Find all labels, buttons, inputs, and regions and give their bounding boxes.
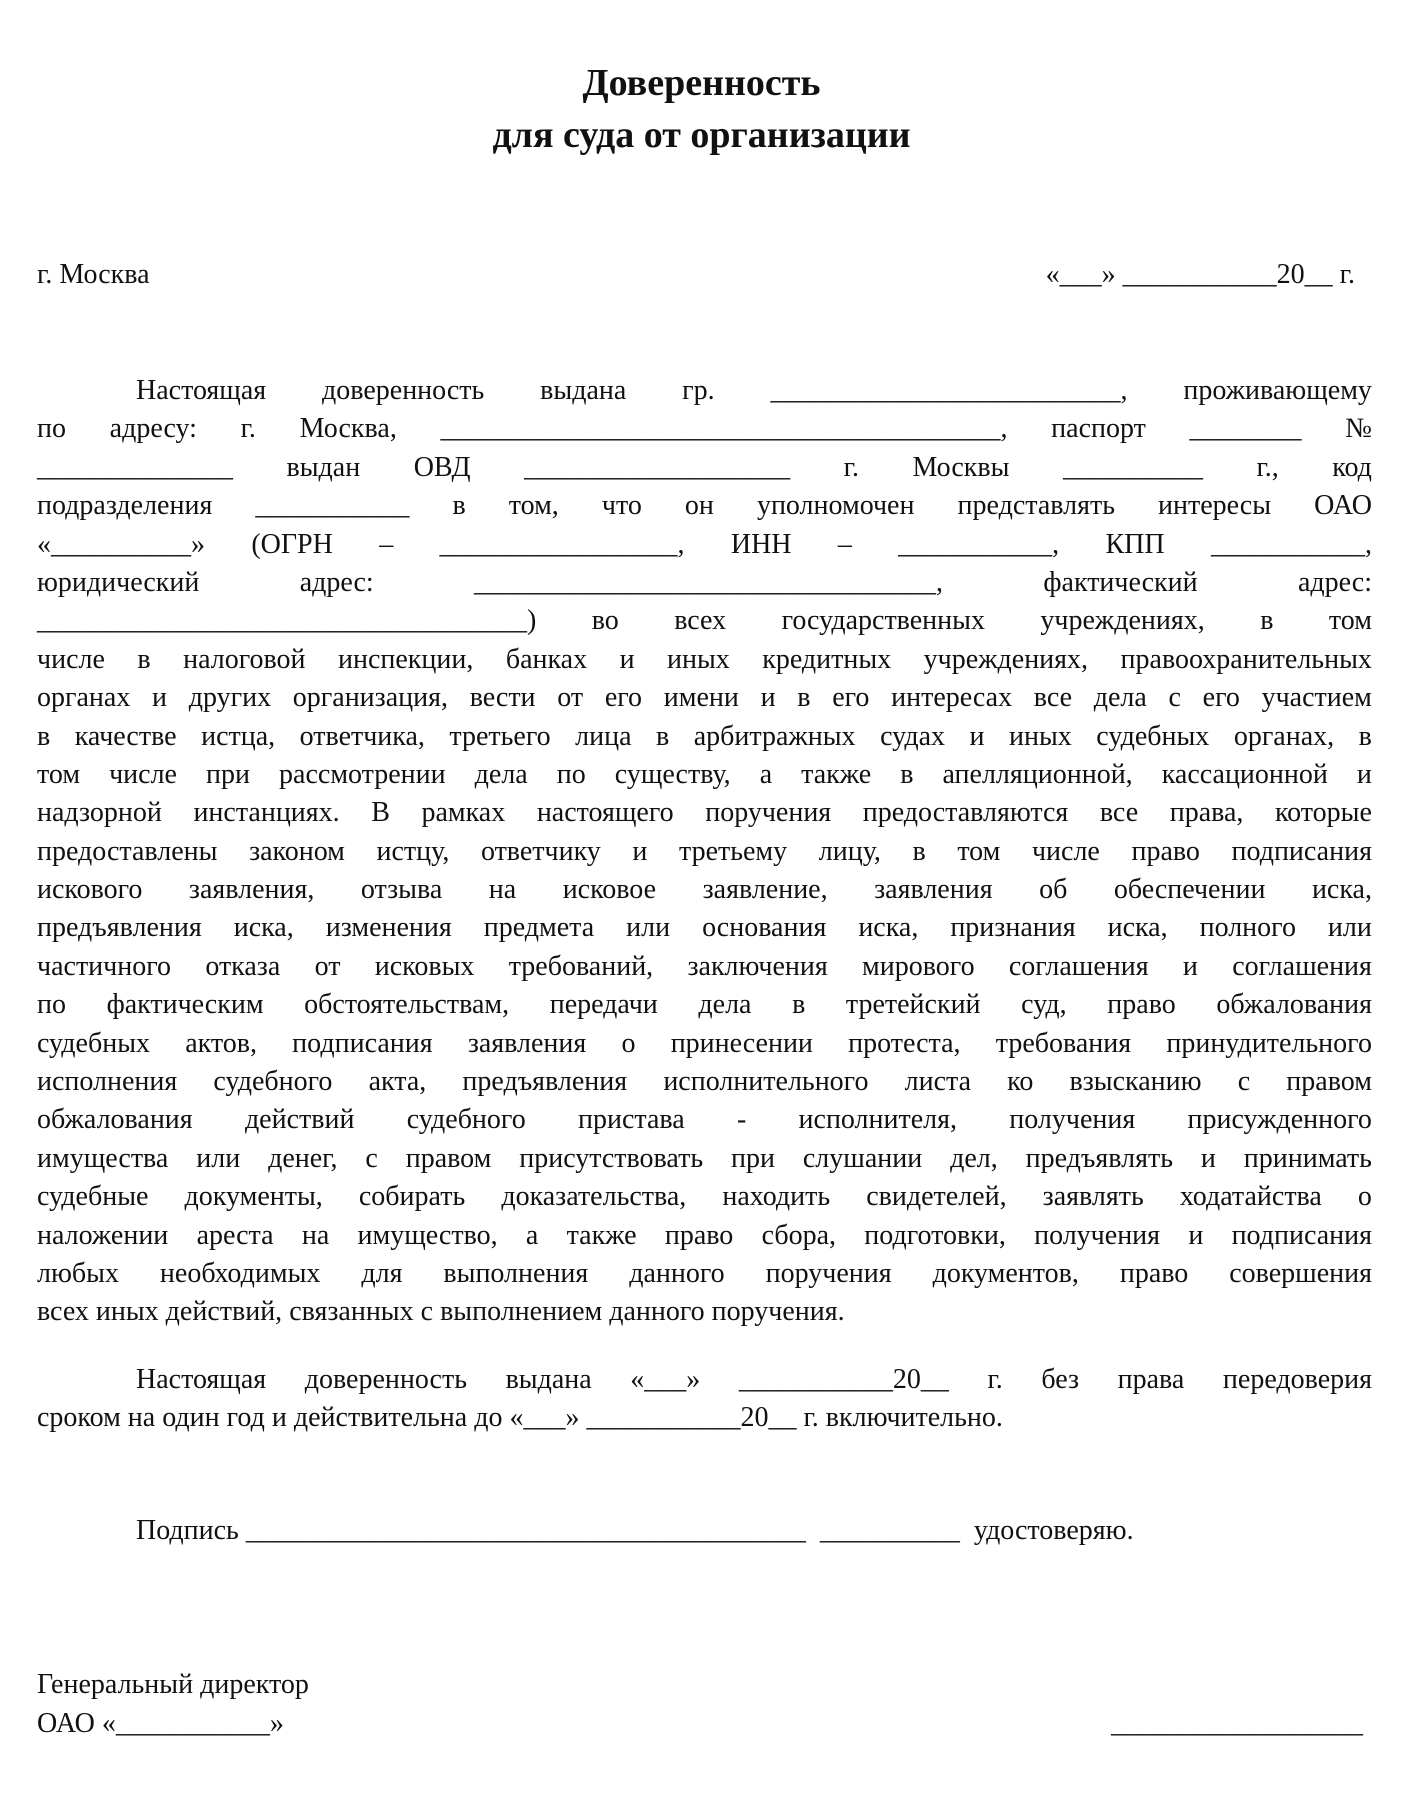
director-organization: ОАО «___________» xyxy=(37,1708,284,1739)
paragraph-line: наложении ареста на имущество, а также право сбора, подготовки, получения и подписания xyxy=(37,1219,1372,1251)
paragraph-line: искового заявления, отзыва на исковое заявление, заявления об обеспечении иска, xyxy=(37,874,1372,906)
paragraph-line: «__________» (ОГРН – _________________, ИНН – ___________, КПП ___________, xyxy=(37,528,1372,560)
signature-certification-line: Подпись ________________________________________ __________ удостоверяю. xyxy=(136,1515,1134,1546)
main-paragraph xyxy=(37,372,1372,1332)
paragraph-line: в качестве истца, ответчика, третьего лица в арбитражных судах и иных судебных органах, в xyxy=(37,720,1372,752)
paragraph-line: том числе при рассмотрении дела по существу, а также в апелляционной, кассационной и xyxy=(37,758,1372,790)
paragraph-line: юридический адрес: _________________________________, фактический адрес: xyxy=(37,566,1372,598)
validity-paragraph xyxy=(37,1361,1372,1438)
issue-date-field: «___» ___________20__ г. xyxy=(1045,259,1355,290)
paragraph-line: исполнения судебного акта, предъявления исполнительного листа ко взысканию с правом xyxy=(37,1066,1372,1098)
document-title: Доверенность xyxy=(582,62,821,104)
paragraph-line: любых необходимых для выполнения данного поручения документов, право совершения xyxy=(37,1257,1372,1289)
paragraph-line: судебные документы, собирать доказательства, находить свидетелей, заявлять ходатайства о xyxy=(37,1181,1372,1213)
paragraph-line: предъявления иска, изменения предмета или основания иска, признания иска, полного или xyxy=(37,912,1372,944)
paragraph-line: Настоящая доверенность выдана гр. _________________________, проживающему xyxy=(136,375,1372,406)
paragraph-line: числе в налоговой инспекции, банках и иных кредитных учреждениях, правоохранительных xyxy=(37,643,1372,675)
paragraph-line: органах и других организация, вести от его имени и в его интересах все дела с его участием xyxy=(37,682,1372,714)
paragraph-line: по адресу: г. Москва, ________________________________________, паспорт ________ № xyxy=(37,413,1372,445)
paragraph-line: подразделения ___________ в том, что он уполномочен представлять интересы ОАО xyxy=(37,490,1372,522)
director-signature-blank: __________________ xyxy=(1111,1708,1363,1739)
paragraph-line: частичного отказа от исковых требований, заключения мирового соглашения и соглашения xyxy=(37,950,1372,982)
paragraph-line: всех иных действий, связанных с выполнением данного поручения. xyxy=(37,1296,845,1328)
paragraph-line: предоставлены законом истцу, ответчику и третьему лицу, в том числе право подписания xyxy=(37,835,1372,867)
director-title: Генеральный директор xyxy=(37,1669,309,1700)
paragraph-line: надзорной инстанциях. В рамках настоящего поручения предоставляются все права, которые xyxy=(37,797,1372,829)
paragraph-line: сроком на один год и действительна до «___» ___________20__ г. включительно. xyxy=(37,1402,1003,1434)
city-label: г. Москва xyxy=(37,259,150,290)
paragraph-line: судебных актов, подписания заявления о принесении протеста, требования принудительного xyxy=(37,1027,1372,1059)
paragraph-line: обжалования действий судебного пристава - исполнителя, получения присужденного xyxy=(37,1104,1372,1136)
paragraph-line: Настоящая доверенность выдана «___» ___________20__ г. без права передоверия xyxy=(136,1364,1372,1395)
document-subtitle: для суда от организации xyxy=(492,114,911,156)
paragraph-line: по фактическим обстоятельствам, передачи дела в третейский суд, право обжалования xyxy=(37,989,1372,1021)
paragraph-line: имущества или денег, с правом присутствовать при слушании дел, предъявлять и принимать xyxy=(37,1142,1372,1174)
paragraph-line: ______________ выдан ОВД ___________________ г. Москвы __________ г., код xyxy=(37,451,1372,483)
paragraph-line: ___________________________________) во всех государственных учреждениях, в том xyxy=(37,605,1372,637)
